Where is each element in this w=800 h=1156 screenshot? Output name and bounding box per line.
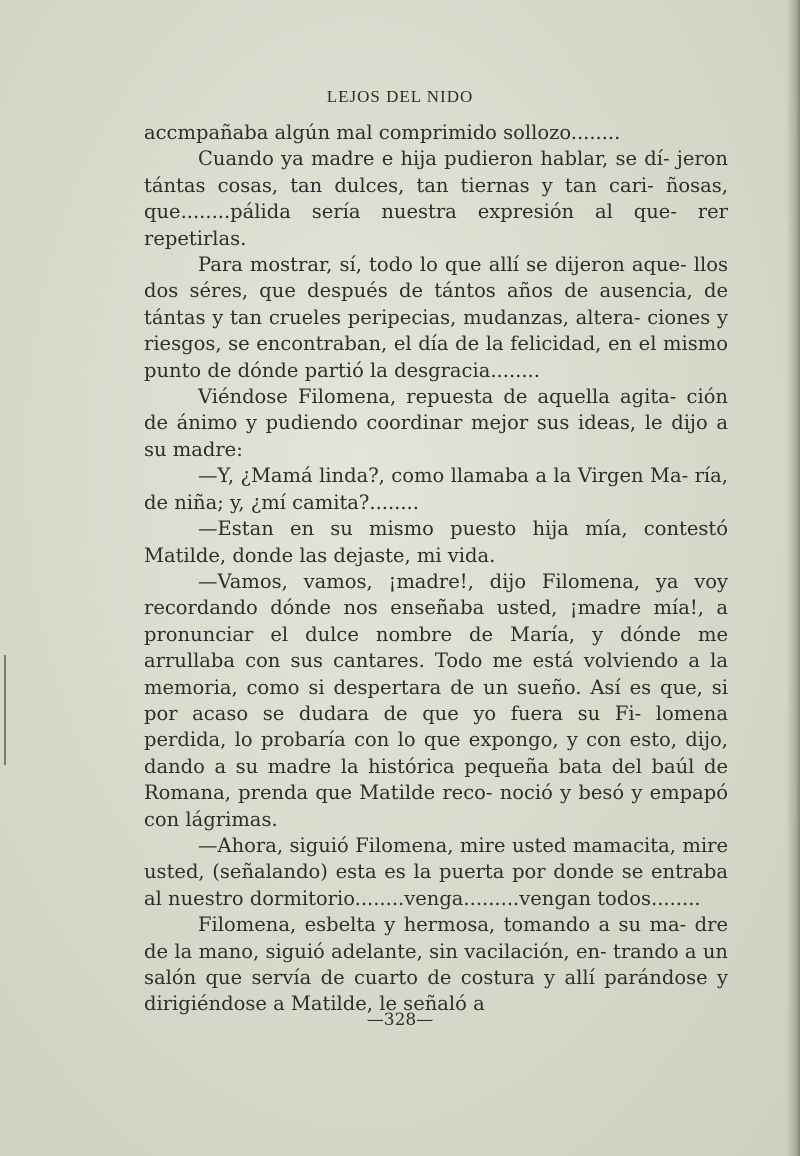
paragraph: Filomena, esbelta y hermosa, tomando a su ma- dre de la mano, siguió adelante, sin vacilación, en- trando a un salón que servía de cuarto de costura y allí parándose y dirigiéndose a Matilde, le señaló a — [144, 913, 728, 1016]
paragraph-continuation: accmpañaba algún mal comprimido sollozo........ — [144, 121, 621, 144]
page-edge-shadow — [786, 0, 800, 1156]
page-number: —328— — [366, 1010, 434, 1030]
dialogue-paragraph: —Y, ¿Mamá linda?, como llamaba a la Virgen Ma- ría, de niña; y, ¿mí camita?........ — [144, 464, 728, 514]
paragraph: Viéndose Filomena, repuesta de aquella agita- ción de ánimo y pudiendo coordinar mejor sus ideas, le dijo a su madre: — [144, 385, 728, 461]
margin-mark — [4, 655, 10, 765]
running-title: LEJOS DEL NIDO — [326, 87, 474, 106]
dialogue-paragraph: —Ahora, siguió Filomena, mire usted mamacita, mire usted, (señalando) esta es la puerta por donde se entraba al nuestro dormitorio........venga.........vengan todos........ — [144, 833, 728, 910]
dialogue-paragraph: —Estan en su mismo puesto hija mía, contestó Matilde, donde las dejaste, mi vida. — [144, 517, 728, 567]
dialogue-paragraph: —Vamos, vamos, ¡madre!, dijo Filomena, ya voy recordando dónde nos enseñaba usted, ¡madre mía!, a pronunciar el dulce nombre de María, y dónde me arrullaba con sus cantares. Todo me está volviendo a la memoria, como si despertara de un sueño. Así es que, si por acaso se dudara de que yo fuera su Fi- lomena perdida, lo probaría con lo que expongo, y con esto, dijo, dando a su madre la histórica pequeña bata del baúl de Romana, prenda que Matilde reco- noció y besó y empapó con lágrimas. — [144, 569, 728, 831]
paragraph: Para mostrar, sí, todo lo que allí se dijeron aque- llos dos séres, que después de tántos años de ausencia, de tántas y tan crueles peripecias, mudanzas, altera- ciones y riesgos, se encontraban, el día de la felicidad, en el mismo punto de dónde partió la desgracia........ — [144, 253, 728, 382]
body-text — [144, 120, 728, 1018]
paragraph: Cuando ya madre e hija pudieron hablar, se dí- jeron tántas cosas, tan dulces, tan tiernas y tan cari- ñosas, que........pálida sería nuestra expresión al que- rer repetirlas. — [144, 147, 728, 250]
